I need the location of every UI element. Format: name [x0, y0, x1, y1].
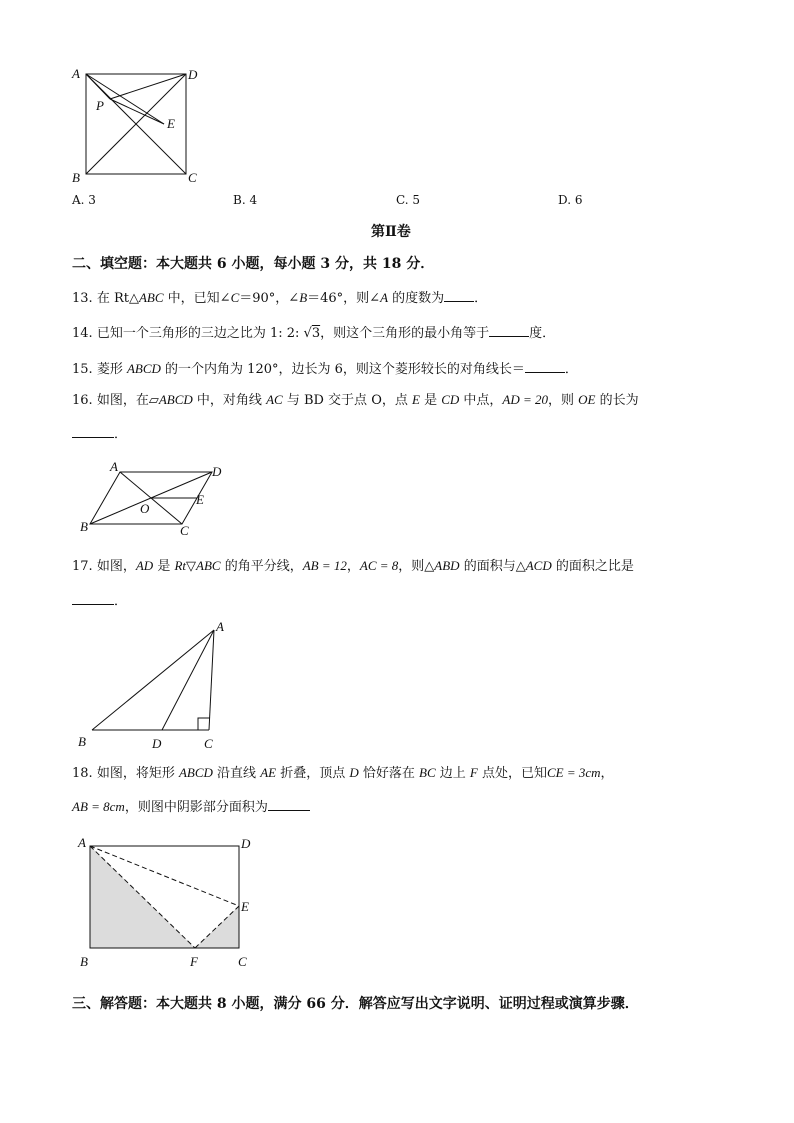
label-e: E	[196, 492, 204, 507]
option-d: D. 6	[558, 193, 583, 207]
label-c: C	[188, 170, 197, 185]
label-c: C	[238, 954, 247, 969]
section3-heading: 三、解答题：本大题共 8 小题，满分 66 分．解答应写出文字说明、证明过程或演算步骤．	[72, 996, 639, 1012]
label-o: O	[140, 501, 150, 516]
sqrt-symbol: √	[303, 326, 312, 341]
label-d: D	[212, 464, 222, 479]
question-18-line2: AB = 8cm，则图中阴影部分面积为	[72, 796, 310, 817]
label-c: C	[180, 523, 189, 538]
question-14: 14. 已知一个三角形的三边之比为 1: 2: √3，则这个三角形的最小角等于 度．	[72, 322, 555, 343]
answer-blank	[444, 287, 474, 302]
right-angle-mark	[198, 718, 210, 730]
question-13: 13. 在 Rt△ABC 中，已知∠C＝90°，∠B＝46°，则∠A 的度数为 ．	[72, 287, 487, 308]
question-17: 17. 如图，AD 是 Rt▽ABC 的角平分线，AB = 12，AC = 8，则△ABD 的面积与△ACD 的面积之比是	[72, 558, 634, 574]
label-a: A	[216, 619, 224, 634]
label-c: C	[204, 736, 213, 751]
option-b: B. 4	[233, 193, 258, 207]
answer-blank	[268, 796, 310, 811]
segment-ab	[92, 630, 214, 730]
section2-heading: 二、填空题：本大题共 6 小题，每小题 3 分，共 18 分．	[72, 256, 435, 272]
label-p: P	[96, 98, 104, 113]
label-b: B	[78, 734, 86, 749]
label-d: D	[152, 736, 162, 751]
answer-blank	[525, 358, 565, 373]
segment-ac	[209, 630, 214, 730]
label-b: B	[72, 170, 80, 185]
segment-ad	[162, 630, 214, 730]
option-c: C. 5	[396, 193, 421, 207]
label-b: B	[80, 954, 88, 969]
figure-q17	[74, 614, 244, 754]
label-a: A	[78, 835, 86, 850]
answer-blank	[72, 590, 114, 605]
segment-pe	[110, 99, 164, 124]
label-a: A	[110, 459, 118, 474]
label-e: E	[167, 116, 175, 131]
option-a: A. 3	[72, 193, 96, 207]
label-b: B	[80, 519, 88, 534]
answer-blank	[489, 322, 529, 337]
label-e: E	[241, 899, 249, 914]
label-d: D	[188, 67, 198, 82]
question-18: 18. 如图，将矩形 ABCD 沿直线 AE 折叠，顶点 D 恰好落在 BC 边上 F 点处，已知CE = 3cm，	[72, 765, 614, 781]
question-16-line2: ．	[72, 423, 127, 444]
question-15: 15. 菱形 ABCD 的一个内角为 120°，边长为 6，则这个菱形较长的对角线长＝ ．	[72, 358, 578, 379]
question-16: 16. 如图，在▱ABCD 中，对角线 AC 与 BD 交于点 O，点 E 是 CD 中点，AD = 20，则 OE 的长为	[72, 392, 639, 408]
question-17-line2: ．	[72, 590, 127, 611]
label-a: A	[72, 66, 80, 81]
label-d: D	[241, 836, 251, 851]
segment-pd	[110, 74, 186, 99]
figure-q16	[78, 458, 228, 538]
figure-q18	[74, 830, 264, 975]
label-f: F	[190, 954, 198, 969]
figure-q12	[68, 64, 208, 188]
answer-blank	[72, 423, 114, 438]
section-title: 第Ⅱ卷	[371, 224, 411, 240]
